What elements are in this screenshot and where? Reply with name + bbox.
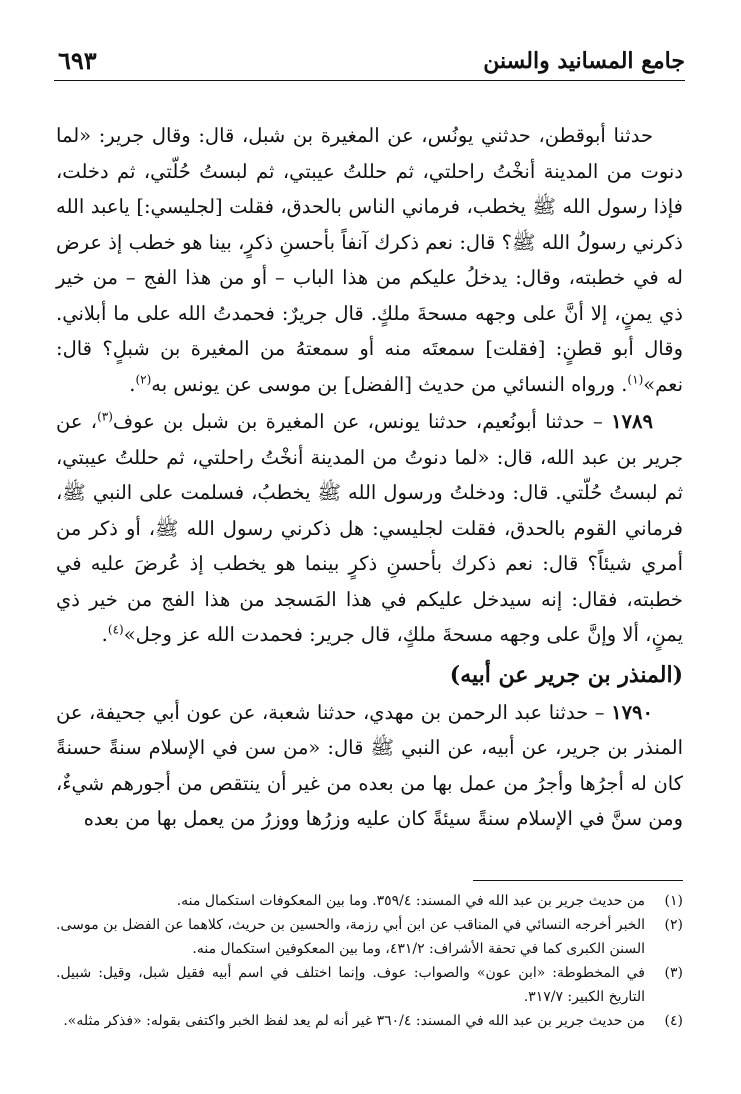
hadith-paragraph <box>56 695 683 837</box>
footnote-text: في المخطوطة: «ابن عون» والصواب: عوف. وإنما اختلف في اسم أبيه فقيل شبل، وقيل: شبيل. التاريخ الكبير: ٣١٧/٧. <box>56 965 645 1005</box>
footnote-ref: (٢) <box>135 372 152 386</box>
paragraph-end: . <box>101 623 108 646</box>
paragraph-text: – حدثنا عبد الرحمن بن مهدي، حدثنا شعبة، عن عون أبي جحيفة، عن المنذر بن جرير، عن أبيه، عن النبي ﷺ قال: «من سن في الإسلام سنةً حسنةً كان له أجرُها وأجرُ من عمل بها من بعده من غير أن ينتقص من أجورهم شيءٌ، ومن سنَّ في الإسلام سنةً سيئةً كان عليه وزرُها ووزرُ من يعمل بها من بعده <box>56 700 683 830</box>
footnote-ref: (١) <box>627 372 644 386</box>
footnote-number: (٢) <box>664 917 683 933</box>
main-text <box>56 118 683 837</box>
paragraph-text: حدثنا أبوقطن، حدثني يونُس، عن المغيرة بن شبل، قال: وقال جرير: «لما دنوت من المدينة أنخْتُ راحلتي، ثم حللتُ عيبتي، ثم لبستُ حُلّتي، ثم دخلت، فإذا رسول الله ﷺ يخطب، فرماني الناس بالحدق، فقلت [لجليسي:] ياعبد الله ذكرني رسولُ الله ﷺ؟ قال: نعم ذكرك آنفاً بأحسنِ ذكرٍ، بينا هو خطب إذ عرض له في خطبته، وقال: يدخلُ عليكم من هذا الباب – أو من هذا الفج – من خير ذي يمنٍ، إلا أنَّ على وجهه مسحةَ ملكٍ. قال جريرٌ: فحمدتُ الله على ما أبلاني. وقال أبو قطنٍ: [فقلت] سمعتَه منه أو سمعتهُ من المغيرة بن شبلٍ؟ قال: نعم» <box>56 124 683 396</box>
page-number: ٦٩٣ <box>58 46 97 75</box>
section-heading: (المنذر بن جرير عن أبيه) <box>449 661 683 688</box>
hadith-number: ١٧٨٩ <box>611 410 653 433</box>
hadith-number: ١٧٩٠ <box>611 700 653 724</box>
hadith-paragraph <box>56 404 683 653</box>
footnote-text: من حديث جرير بن عبد الله في المسند: ٣٥٩/٤. وما بين المعكوفات استكمال منه. <box>176 893 645 909</box>
footnote <box>56 889 683 913</box>
footnote-text: من حديث جرير بن عبد الله في المسند: ٣٦٠/٤ غير أنه لم يعد لفظ الخبر واكتفى بقوله: «فذكر مثله». <box>63 1013 645 1029</box>
running-header <box>54 44 685 81</box>
footnote <box>56 1009 683 1033</box>
footnote <box>56 961 683 1009</box>
footnote-number: (١) <box>664 893 683 909</box>
footnote-ref: (٤) <box>107 622 124 637</box>
footnote-divider <box>473 880 683 881</box>
paragraph-text: ، عن جرير بن عبد الله، قال: «لما دنوتُ من المدينة أنخْتُ راحلتي، ثم حللتُ عيبتي، ثم لبستُ حُلّتي. قال: ودخلتُ ورسول الله ﷺ يخطبُ، فسلمت على النبي ﷺ، فرماني القوم بالحدق، فقلت لجليسي: هل ذكرني رسول الله ﷺ، أو ذكر من أمري شيئاً؟ قال: نعم ذكرك بأحسنِ ذكرٍ بينما هو يخطب إذ عُرضَ عليه في خطبته، فقال: إنه سيدخل عليكم في هذا المَسجد من هذا الفج من خير ذي يمنٍ، ألا وإنَّ على وجهه مسحةَ ملكٍ، قال جرير: فحمدت الله عز وجل» <box>56 410 683 646</box>
paragraph-text: – حدثنا أبونُعيم، حدثنا يونس، عن المغيرة بن شبل بن عوف <box>112 410 612 433</box>
footnote-text: الخبر أخرجه النسائي في المناقب عن ابن أبي رزمة، والحسين بن حريث، كلاهما عن الفضل بن موسى. السنن الكبرى كما في تحفة الأشراف: ٤٣١/٢، وما بين المعكوفين استكمال منه. <box>56 917 645 957</box>
footnote-number: (٣) <box>664 965 683 981</box>
hadith-paragraph: حدثنا أبوقطن، حدثني يونُس، عن المغيرة بن شبل، قال: وقال جرير: «لما دنوت من المدينة أنخْتُ راحلتي، ثم حللتُ عيبتي، ثم لبستُ حُلّتي، ثم دخلت، فإذا رسول الله ﷺ يخطب، فرماني الناس بالحدق، فقلت [لجليسي:] ياعبد الله ذكرني رسولُ الله ﷺ؟ قال: نعم ذكرك آنفاً بأحسنِ ذكرٍ، بينا هو خطب إذ عرض له في خطبته، وقال: يدخلُ عليكم من هذا الباب – أو من هذا الفج – من خير ذي يمنٍ، إلا أنَّ على وجهه مسحةَ ملكٍ. قال جريرٌ: فحمدتُ الله على ما أبلاني. وقال أبو قطنٍ: [فقلت] سمعتَه منه أو سمعتهُ من المغيرة بن شبلٍ؟ قال: نعم»$^{(١)}$. ورواه النسائي من حديث [الفضل] بن موسى عن يونس به$^{(٢)}$. <box>56 124 683 396</box>
book-title: جامع المسانيد والسنن <box>483 48 685 74</box>
footnote-ref: (٣) <box>97 409 113 424</box>
footnote <box>56 913 683 961</box>
paragraph-text: . ورواه النسائي من حديث [الفضل] بن موسى عن يونس به <box>151 372 628 396</box>
footnote-number: (٤) <box>664 1013 683 1029</box>
footnotes <box>56 880 683 1033</box>
